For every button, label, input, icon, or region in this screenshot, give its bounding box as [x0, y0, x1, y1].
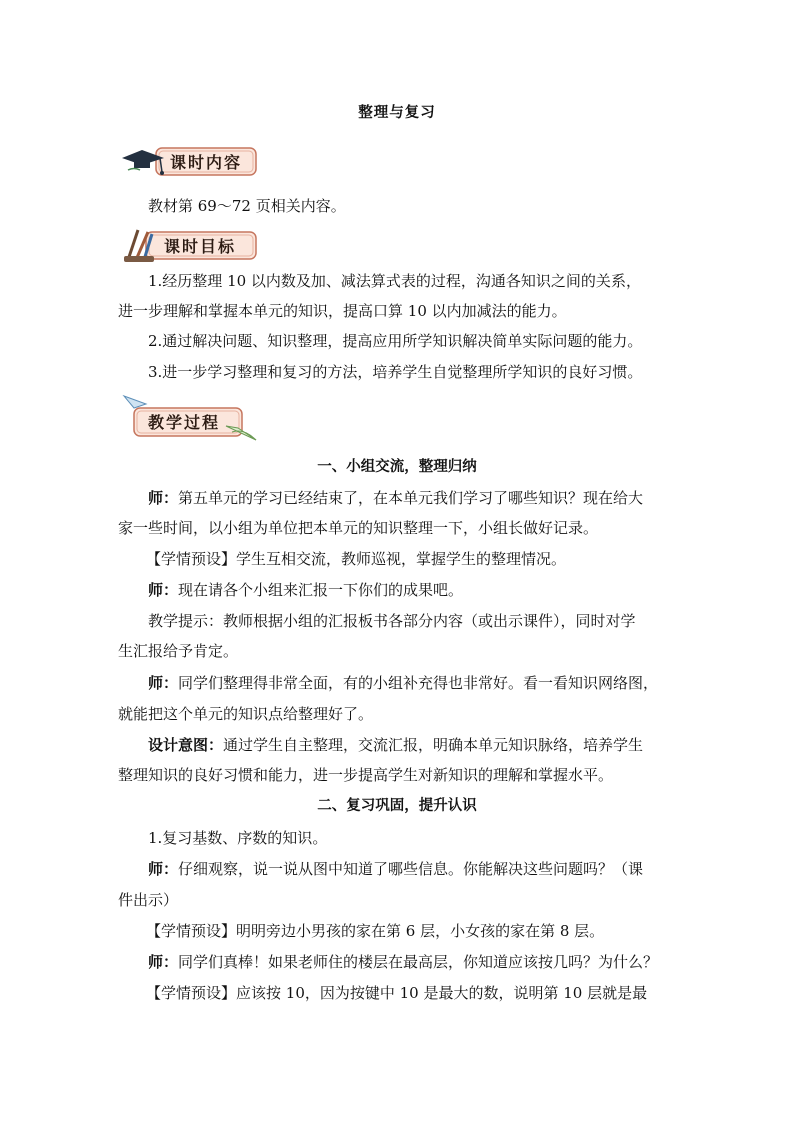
- teacher-line-4-cont: 件出示）: [118, 891, 179, 909]
- goal-2: 2.通过解决问题、知识整理，提高应用所学知识解决简单实际问题的能力。: [148, 332, 643, 350]
- preset-text: 应该按 10，因为按键中 10 是最大的数，说明第 10 层就是最: [236, 984, 648, 1002]
- teacher-line-4: [148, 859, 674, 879]
- teacher-text: 同学们整理得非常全面，有的小组补充得也非常好。看一看知识网络图，: [178, 674, 659, 692]
- preset-line-1: [146, 549, 702, 569]
- teacher-line-1-cont: 家一些时间，以小组为单位把本单元的知识整理一下，小组长做好记录。: [118, 519, 599, 537]
- content-text: 教材第 69～72 页相关内容。: [148, 197, 346, 215]
- preset-text: 学生互相交流，教师巡视，掌握学生的整理情况。: [236, 550, 567, 568]
- page-title: 整理与复习: [358, 105, 436, 121]
- teacher-label: 师：: [148, 860, 179, 878]
- teacher-text: 仔细观察，说一说从图中知道了哪些信息。你能解决这些问题吗？（课: [178, 860, 644, 878]
- teacher-text: 同学们真棒！如果老师住的楼层在最高层，你知道应该按几吗？为什么？: [178, 953, 659, 971]
- design-intent-line-2: 整理知识的良好习惯和能力，进一步提高学生对新知识的理解和掌握水平。: [118, 766, 614, 784]
- teacher-label: 师：: [148, 674, 179, 692]
- goal-1-line-2: 进一步理解和掌握本单元的知识，提高口算 10 以内加减法的能力。: [118, 302, 567, 320]
- lesson-content-banner: [120, 142, 260, 180]
- part1-heading: 一、小组交流，整理归纳: [317, 459, 477, 475]
- preset-label: 【学情预设】: [146, 922, 237, 940]
- teacher-label: 师：: [148, 581, 179, 599]
- preset-line-2: [146, 921, 702, 941]
- teacher-text: 第五单元的学习已经结束了，在本单元我们学习了哪些知识？现在给大: [178, 489, 644, 507]
- part2-heading: 二、复习巩固，提升认识: [317, 798, 477, 814]
- teacher-label: 师：: [148, 489, 179, 507]
- preset-label: 【学情预设】: [146, 550, 237, 568]
- teacher-line-2: [148, 580, 674, 600]
- teacher-label: 师：: [148, 953, 179, 971]
- teacher-line-3-cont: 就能把这个单元的知识点给整理好了。: [118, 705, 374, 723]
- banner-label: 课时内容: [170, 152, 243, 172]
- teacher-line-1: [148, 488, 674, 508]
- lesson-goals-banner: [120, 226, 260, 264]
- teacher-line-5: [148, 952, 674, 972]
- teacher-line-3: [148, 673, 674, 693]
- review-item-1: 1.复习基数、序数的知识。: [148, 829, 328, 847]
- teacher-text: 现在请各个小组来汇报一下你们的成果吧。: [178, 581, 464, 599]
- design-intent-label: 设计意图：: [148, 736, 224, 754]
- preset-label: 【学情预设】: [146, 984, 237, 1002]
- design-intent-text: 通过学生自主整理，交流汇报，明确本单元知识脉络，培养学生: [223, 736, 644, 754]
- banner-label: 课时目标: [164, 236, 237, 256]
- teaching-tip-line-2: 生汇报给予肯定。: [118, 642, 239, 660]
- goal-1-line-1: 1.经历整理 10 以内数及加、减法算式表的过程，沟通各知识之间的关系，: [148, 272, 641, 290]
- goal-3: 3.进一步学习整理和复习的方法，培养学生自觉整理所学知识的良好习惯。: [148, 363, 643, 381]
- design-intent-line-1: [148, 735, 674, 755]
- banner-label: 教学过程: [148, 412, 221, 432]
- preset-line-3: [146, 983, 674, 1003]
- teaching-tip-line-1: 教学提示：教师根据小组的汇报板书各部分内容（或出示课件），同时对学: [148, 612, 636, 630]
- teaching-process-banner: [120, 392, 270, 444]
- preset-text: 明明旁边小男孩的家在第 6 层，小女孩的家在第 8 层。: [236, 922, 605, 940]
